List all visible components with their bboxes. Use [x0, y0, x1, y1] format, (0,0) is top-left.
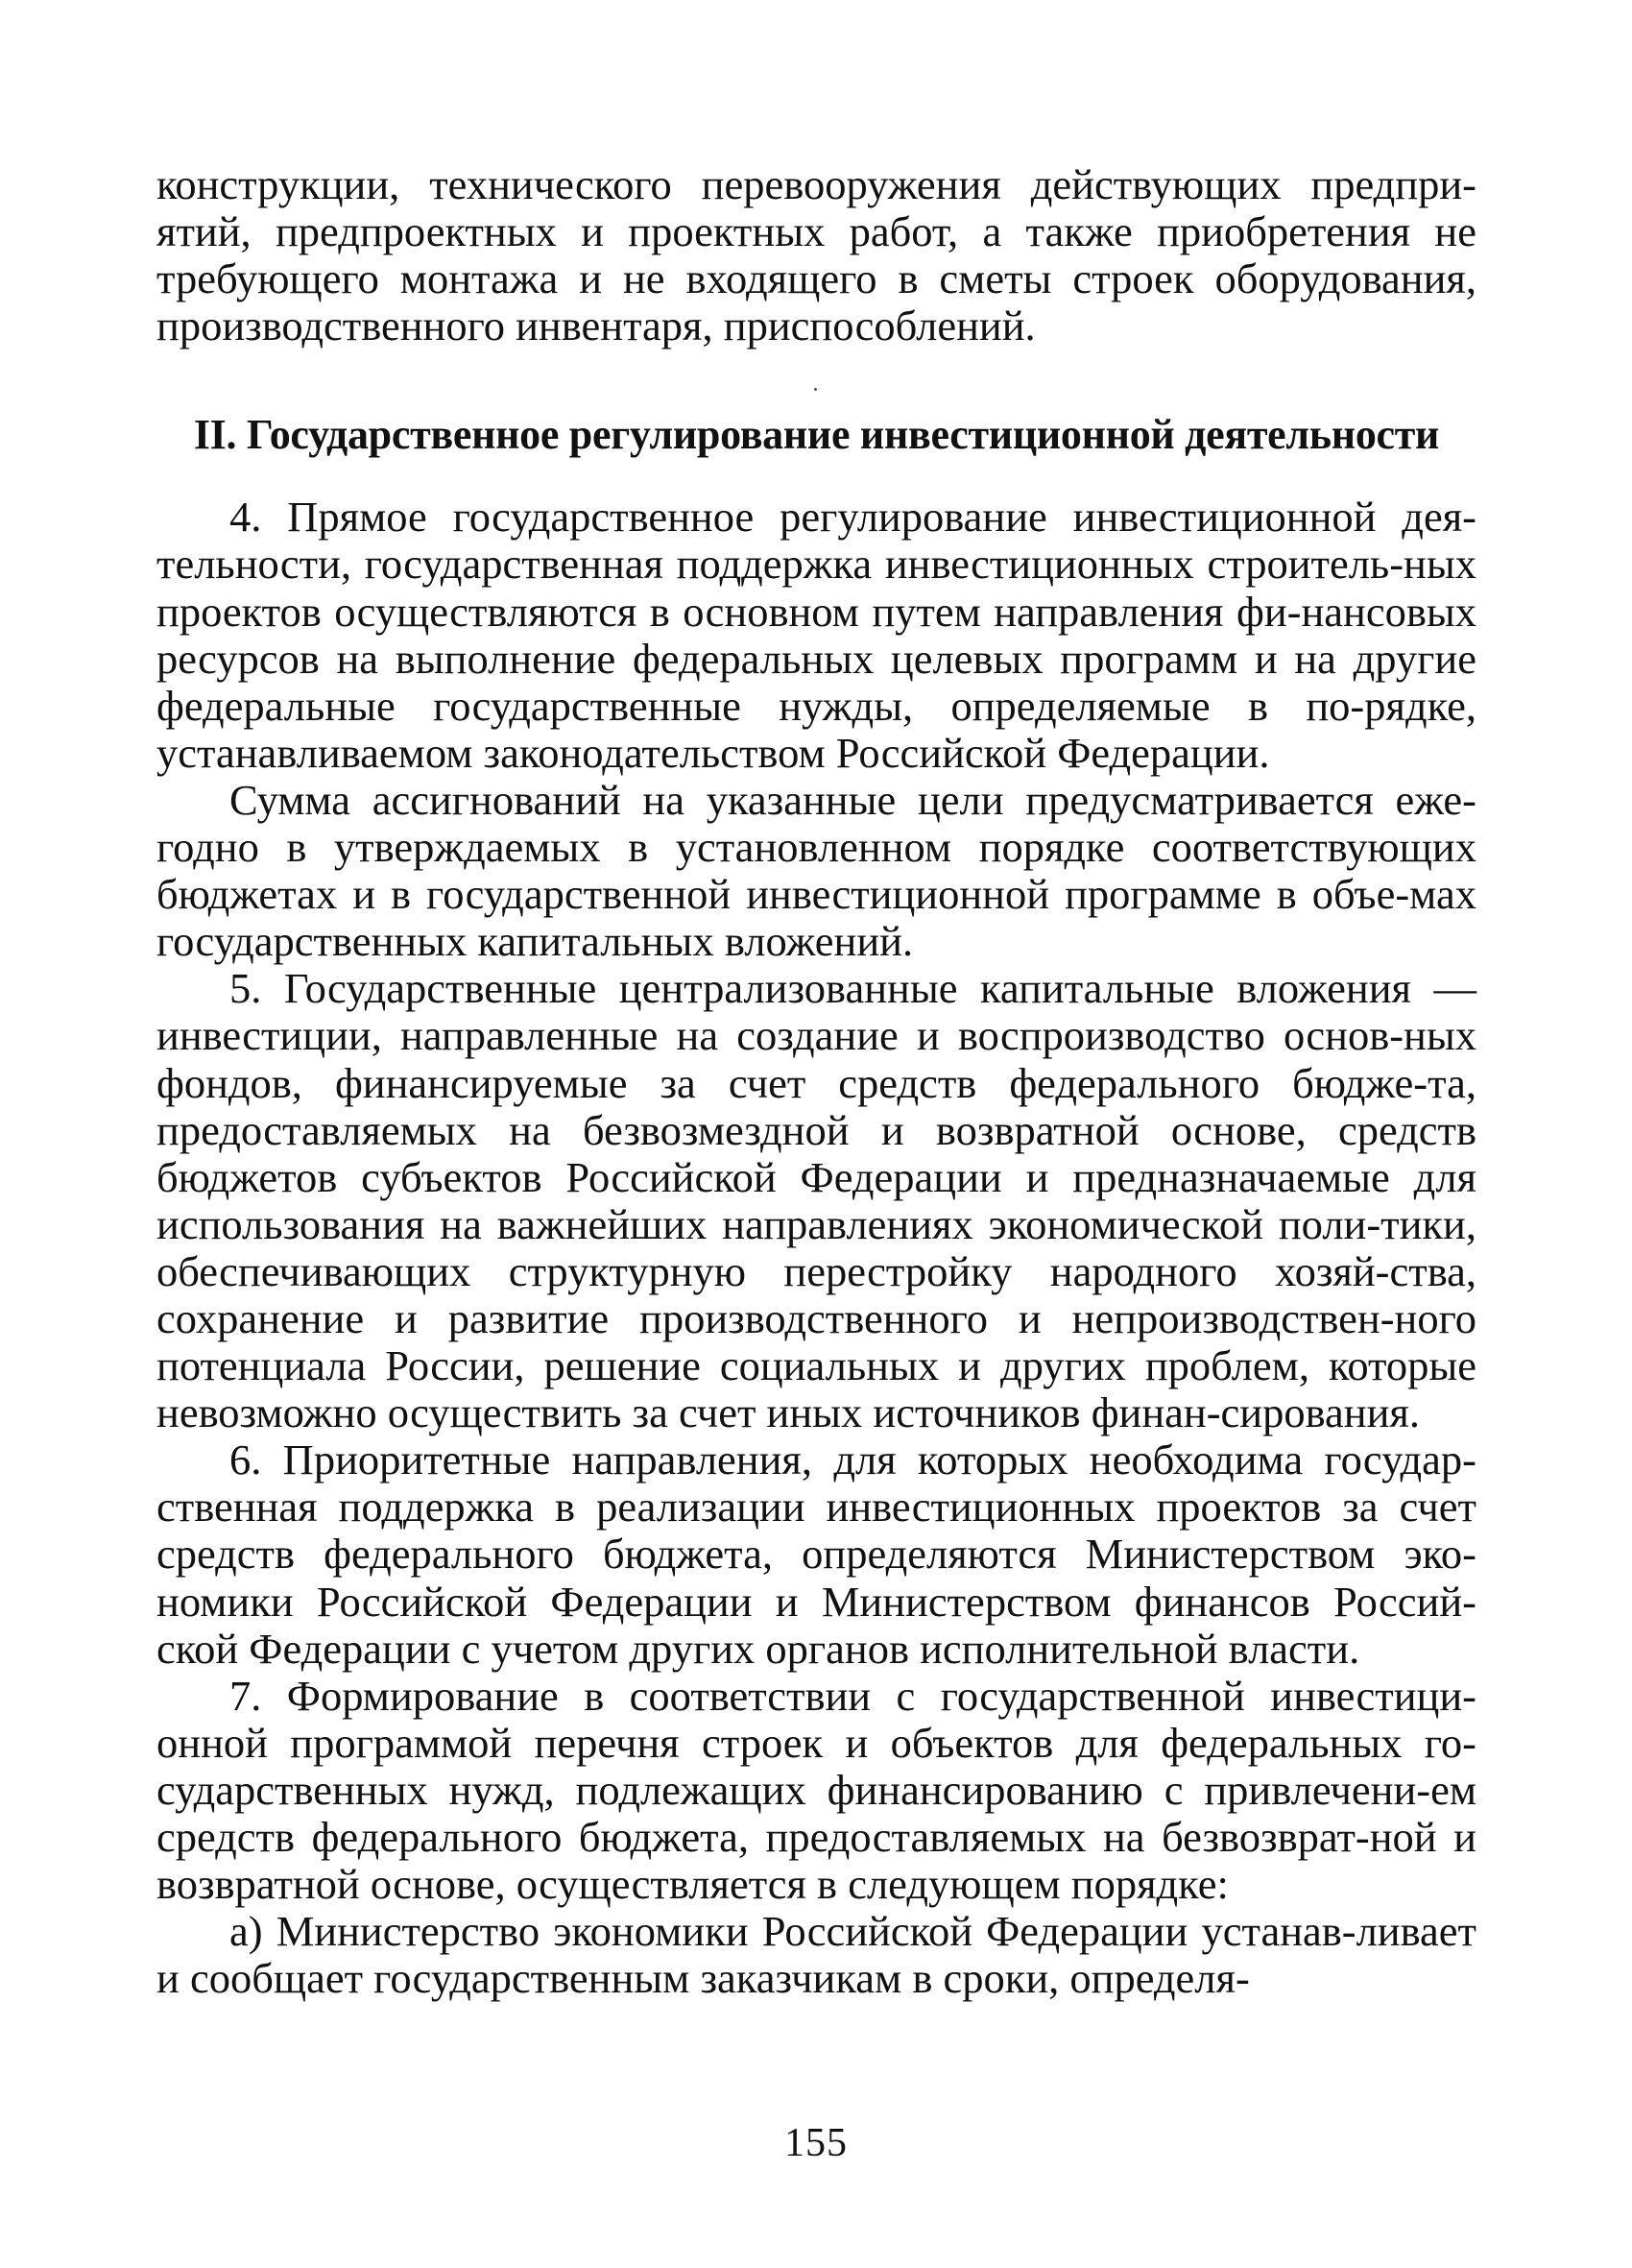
text-column [156, 161, 1476, 2002]
paragraph-item-7: 7. Формирование в соответствии с государственной инвестици-онной программой перечня строек и объектов для федеральных го-сударственных нужд, подлежащих финансированию с привлечени-ем средств федерального бюджета, предоставляемых на безвозврат-ной и возвратной основе, осуществляется в следующем порядке: [156, 1671, 1476, 1909]
paragraph-item-5: 5. Государственные централизованные капитальные вложения — инвестиции, направленные на создание и воспроизводство основ-ных фондов, финансируемые за счет средств федерального бюдже-та, предоставляемых на безвозмездной и возвратной основе, средств бюджетов субъектов Российской Федерации и предназначаемые для использования на важнейших направлениях экономической поли-тики, обеспечивающих структурную перестройку народного хозяй-ства, сохранение и развитие производственного и непроизводствен-ного потенциала России, решение социальных и других проблем, которые невозможно осуществить за счет иных источников финан-сирования. [156, 964, 1476, 1437]
paragraph-appropriations: Сумма ассигнований на указанные цели предусматривается еже-годно в утверждаемых в установленном порядке соответствующих бюджетах и в государственной инвестиционной программе в объе-мах государственных капитальных вложений. [156, 775, 1476, 966]
section-heading: II. Государственное регулирование инвестиционной деятельности [193, 411, 1440, 459]
paragraph-item-7a: а) Министерство экономики Российской Федерации устанав-ливает и сообщает государственным заказчикам в сроки, определя- [156, 1907, 1476, 2003]
continued-paragraph: конструкции, технического перевооружения действующих предпри-ятий, предпроектных и проектных работ, а также приобретения не требующего монтажа и не входящего в сметы строек оборудования, производственного инвентаря, приспособлений. [156, 160, 1476, 350]
paragraph-item-6: 6. Приоритетные направления, для которых необходима государ-ственная поддержка в реализации инвестиционных проектов за счет средств федерального бюджета, определяются Министерством эко-номики Российской Федерации и Министерством финансов Россий-ской Федерации с учетом других органов исполнительной власти. [156, 1436, 1476, 1673]
page-number: 155 [784, 2121, 848, 2165]
paragraph-item-4: 4. Прямое государственное регулирование инвестиционной дея-тельности, государственная поддержка инвестиционных строитель-ных проектов осуществляются в основном путем направления фи-нансовых ресурсов на выполнение федеральных целевых программ и на другие федеральные государственные нужды, определяемые в по-рядке, устанавливаемом законодательством Российской Федерации. [156, 493, 1476, 777]
